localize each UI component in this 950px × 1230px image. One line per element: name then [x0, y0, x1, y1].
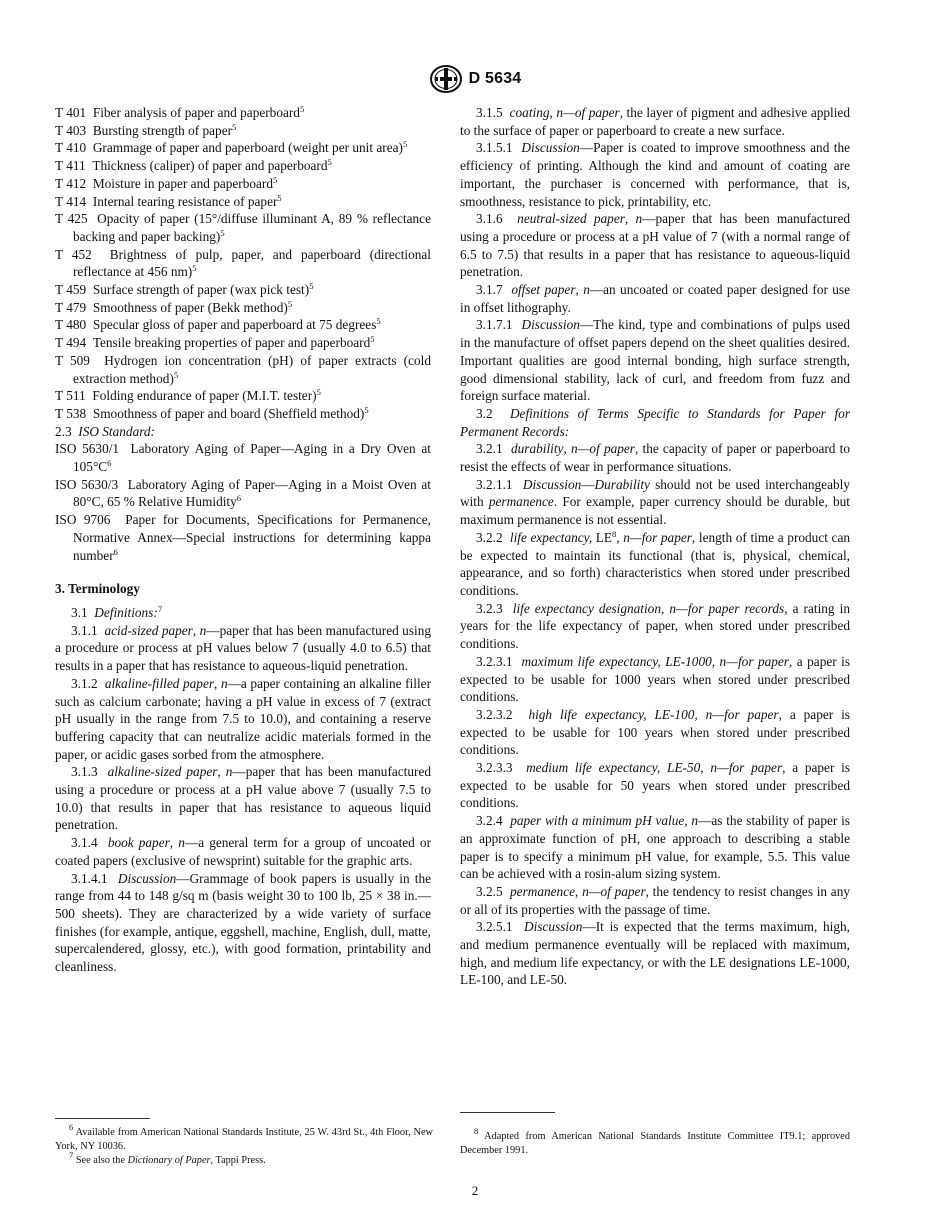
para-number: 3.1 — [71, 604, 88, 620]
footnote-rule-right — [460, 1112, 555, 1113]
defined-term: life expectancy, — [509, 529, 593, 545]
page-number: 2 — [471, 1183, 479, 1198]
definition-paragraph — [460, 476, 850, 529]
reference-title: Specular gloss of paper and paperboard at 75 degrees — [92, 317, 377, 333]
reference-code: T 425 — [55, 211, 88, 227]
para-number: 3.1.5 — [476, 105, 503, 120]
footnote-marker: 8 — [612, 528, 617, 539]
footnote-marker: 5 — [273, 174, 278, 185]
footnote-marker: 6 — [69, 1122, 74, 1132]
reference-code: T 479 — [55, 299, 87, 315]
definition-text: —paper that has been manufactured using a procedure or process at a pH value above 7 (usually 7.5 to 10.0) that results in paper that has resistance to aqueous liquid penetration. — [55, 764, 431, 833]
reference-code: T 452 — [55, 246, 92, 262]
definition-text: , the layer of pigment and adhesive applied to the surface of paper or paperboard to create a new surface. — [460, 105, 850, 138]
part-of-speech: n — [199, 622, 207, 638]
reference-title: Brightness of pulp, paper, and paperboard (directional reflectance at 456 nm) — [73, 246, 431, 280]
definition-text: , a paper is expected to be usable for 100 years when stored under prescribed conditions. — [460, 706, 850, 758]
astm-logo-icon — [429, 64, 463, 94]
para-number: 3.1.4.1 — [71, 870, 108, 886]
defined-term: maximum life expectancy, LE-1000, n—for paper — [521, 653, 789, 669]
part-of-speech: n — [225, 764, 233, 780]
reference-code: T 401 — [55, 105, 87, 120]
definition-text: . For example, paper currency should be durable, but maximum permanence is not essential. — [460, 494, 850, 528]
reference-title: Paper for Documents, Specifications for Permanence, Normative Annex—Special instructions for determining kappa number — [73, 512, 431, 563]
footnote-marker: 5 — [192, 263, 197, 274]
reference-title: Surface strength of paper (wax pick test) — [92, 282, 310, 298]
reference-code: ISO 5630/3 — [55, 476, 119, 492]
definition-paragraph — [460, 759, 850, 812]
definition-text: —It is expected that the terms maximum, high, and medium permanence eventually will be replaced with maximum, high, and medium life expectancy, or with the LE designations LE-1000, LE-100, and LE-50. — [460, 919, 850, 988]
definition-paragraph: 3.1.7 offset paper, n—an uncoated or coated paper designed for use in offset lithography. — [460, 282, 850, 315]
reference-item — [55, 139, 431, 157]
reference-code: T 511 — [55, 388, 86, 404]
definition-paragraph — [460, 529, 850, 600]
defined-term: offset paper — [511, 282, 576, 298]
defined-term: alkaline-sized paper — [107, 764, 218, 780]
para-number: 3.2.1.1 — [476, 476, 513, 492]
definition-text: , the capacity of paper or paperboard to resist the effects of wear in performance situations. — [460, 441, 850, 475]
para-number: 3.1.1 — [71, 622, 98, 638]
definition-text: —Paper is coated to improve smoothness and the efficiency of printing. Although the kind and amount of coating are important, the purchaser is concerned with performance, that is, smoothness, resistance to pick, printability, etc. — [460, 140, 851, 209]
para-number: 3.1.7.1 — [476, 317, 513, 333]
definition-paragraph — [460, 706, 850, 759]
iso-reference-item — [55, 511, 431, 564]
definition-text: —paper that has been manufactured using a procedure or process at pH values below 7 (usually 4.0 to 6.5) that results in a paper that has resistance to aqueous-liquid penetration. — [55, 622, 431, 674]
definition-paragraph — [460, 316, 850, 405]
para-number: 3.2.3 — [476, 600, 503, 616]
footnote-marker: 5 — [364, 404, 369, 415]
definitions-title: Definitions: — [94, 604, 158, 620]
reference-code: T 538 — [55, 405, 87, 421]
definition-paragraph — [55, 870, 431, 976]
reference-title: Bursting strength of paper — [92, 122, 233, 138]
definition-paragraph: 3.1.2 alkaline-filled paper, n—a paper containing an alkaline filler such as calcium carbonate; having a pH value in excess of 7 (extract pH usually in the range from 7.5 to 10.0), and containing a reserve buffering capacity that can neutralize acidic materials formed in the paper, or acidic gases sorbed from the atmosphere. — [55, 675, 431, 762]
reference-title: Internal tearing resistance of paper — [92, 193, 278, 209]
reference-item — [55, 104, 431, 122]
defined-term: book paper — [107, 835, 170, 851]
defined-term: Discussion — [117, 870, 177, 886]
footnotes-right — [460, 1126, 850, 1158]
footnote-marker: 7 — [157, 603, 163, 614]
reference-item — [55, 281, 431, 299]
iso-heading-number: 2.3 — [55, 423, 72, 439]
para-number: 3.1.6 — [476, 211, 503, 227]
footnote-marker: 6 — [107, 458, 112, 469]
page-header — [0, 64, 950, 94]
footnote-marker: 5 — [173, 369, 179, 380]
iso-reference-item — [55, 476, 431, 511]
reference-code: T 494 — [55, 335, 87, 351]
definition-paragraph — [460, 653, 850, 706]
definition-text: , length of time a product can be expected to maintain its functional (that is, physical, chemical, appearance, and so forth) characteristics when stored under prescribed conditions. — [460, 529, 851, 598]
defined-term: Discussion — [521, 317, 580, 333]
para-number: 3.2.4 — [476, 813, 503, 829]
para-number: 3.1.7 — [476, 282, 503, 298]
reference-item — [55, 334, 431, 352]
definition-text: should not be used interchangeably with — [460, 476, 850, 510]
definition-paragraph: 3.1.4 book paper, n—a general term for a group of uncoated or coated papers (exclusive of newsprint) suitable for the graphic arts. — [55, 835, 431, 868]
defined-term: durability — [510, 441, 564, 457]
para-number: 3.1.4 — [71, 835, 98, 851]
reference-item — [55, 175, 431, 193]
reference-item — [55, 316, 431, 334]
reference-item — [55, 299, 431, 317]
reference-item — [55, 246, 431, 281]
para-number: 3.2.3.3 — [476, 760, 513, 776]
defined-term: acid-sized paper — [104, 622, 193, 638]
reference-title: Thickness (caliper) of paper and paperboard — [92, 158, 328, 174]
definition-text: —Grammage of book papers is usually in the range from 44 to 148 g/sq m (basis weight 30 to 100 lb, 25 × 38 in.—500 sheets). They are characterized by a wide variety of surface finishes (for example, antique, eggshell, machine, English, dull, matte, supercalendered, glossy, etc.), with good formation, printability and cleanliness. — [55, 870, 431, 975]
reference-title: Grammage of paper and paperboard (weight per unit area) — [92, 140, 403, 156]
defined-term: life expectancy designation — [512, 600, 661, 616]
reference-item — [55, 405, 431, 423]
defined-term: Definitions of Terms Specific to Standards for Paper for Permanent Records: — [460, 405, 850, 439]
part-of-speech: n — [220, 675, 228, 691]
para-number: 3.1.3 — [71, 764, 98, 780]
para-number: 3.2.5 — [476, 883, 503, 899]
defined-term: Discussion — [521, 140, 580, 156]
definition-paragraph: 3.2.1 durability, n—of paper, the capacity of paper or paperboard to resist the effects of wear in performance situations. — [460, 441, 850, 475]
defined-term: medium life expectancy, LE-50, n—for paper — [526, 760, 783, 776]
reference-title: Tensile breaking properties of paper and paperboard — [92, 335, 371, 351]
footnote-marker: 5 — [232, 121, 237, 132]
defined-term: coating — [509, 105, 550, 120]
reference-code: T 414 — [55, 193, 87, 209]
definition-paragraph: 3.1.5 coating, n—of paper, the layer of pigment and adhesive applied to the surface of paper or paperboard to create a new surface. — [460, 105, 850, 138]
definition-text: , a rating in years for the life expectancy of paper, when stored under prescribed conditions. — [460, 600, 850, 652]
footnote-text: , Tappi Press. — [210, 1155, 266, 1166]
para-number: 3.2.1 — [476, 441, 503, 457]
footnote-marker: 7 — [69, 1150, 74, 1160]
defined-term: Discussion — [524, 919, 583, 935]
reference-code: ISO 5630/1 — [55, 441, 120, 457]
reference-code: T 403 — [55, 122, 87, 138]
footnote-marker: 6 — [236, 493, 242, 504]
standard-designation: D 5634 — [468, 70, 522, 87]
part-of-speech: n — [178, 835, 185, 851]
reference-item — [55, 157, 431, 175]
footnote-marker: 5 — [220, 227, 225, 238]
part-of-speech: n — [691, 813, 699, 829]
footnote — [55, 1150, 433, 1168]
definition-paragraph — [460, 139, 850, 210]
footnote-text: Adapted from American National Standards Institute Committee IT9.1; approved December 1991. — [460, 1131, 850, 1156]
definition-paragraph: 3.2.5 permanence, n—of paper, the tendency to resist changes in any or all of its properties with the passage of time. — [460, 883, 850, 917]
part-of-speech: , n—for paper — [616, 529, 692, 545]
definition-text: —a paper containing an alkaline filler such as calcium carbonate; having a pH value in excess of 7 (extract pH usually in the range from 7.5 to 10.0), and containing a reserve buffering capacity that can neutralize acidic materials formed in the paper, or acidic gases sorbed from the atmosphere. — [55, 675, 431, 762]
iso-heading-title: ISO Standard: — [78, 423, 155, 439]
reference-title: Smoothness of paper and board (Sheffield method) — [92, 405, 365, 421]
para-number: 3.1.2 — [71, 675, 98, 691]
para-number: 3.2.2 — [476, 529, 503, 545]
footnotes-left — [55, 1122, 433, 1168]
definition-paragraph — [460, 918, 850, 989]
reference-code: ISO 9706 — [55, 512, 111, 528]
footnote-marker: 8 — [474, 1126, 479, 1136]
reference-code: T 509 — [55, 352, 90, 368]
definition-text: —as the stability of paper is an approximate function of pH, one approach to describing a stable paper is to specify a minimum pH value, for example, 5.5. This value can be achieved with a rosin-alum sizing system. — [460, 813, 850, 882]
left-column — [55, 104, 431, 976]
reference-item — [55, 352, 431, 387]
para-number: 3.2.3.1 — [476, 653, 513, 669]
footnote-text: See also the — [75, 1155, 128, 1166]
definition-text: —paper that has been manufactured using a procedure or process at a pH value of 7 (with a normal range of 6.5 to 7.5) that results in a paper that has resistance to aqueous-liquid penetration. — [460, 211, 851, 280]
defined-term: permanence — [510, 883, 576, 899]
definition-text: , a paper is expected to be usable for 50 years when stored under prescribed conditions. — [460, 760, 850, 811]
para-number: 3.2.3.2 — [476, 706, 513, 722]
part-of-speech: n—for paper records — [669, 600, 785, 616]
emphasis: Durability — [594, 476, 650, 492]
definition-text: —a general term for a group of uncoated or coated papers (exclusive of newsprint) suitable for the graphic arts. — [55, 835, 431, 868]
reference-code: T 480 — [55, 317, 87, 333]
footnote-marker: 5 — [316, 387, 321, 398]
defined-term: alkaline-filled paper — [104, 675, 215, 691]
reference-item — [55, 193, 431, 211]
reference-title: Fiber analysis of paper and paperboard — [92, 105, 300, 120]
para-number: 3.2.5.1 — [476, 919, 513, 935]
para-number: 3.2 — [476, 405, 493, 421]
reference-item — [55, 122, 431, 140]
footnote-text: Available from American National Standards Institute, 25 W. 43rd St., 4th Floor, New York, NY 10036. — [55, 1127, 433, 1152]
definition-text: , the tendency to resist changes in any or all of its properties with the passage of time. — [460, 883, 850, 917]
footnote-marker: 6 — [113, 546, 118, 557]
right-column — [460, 104, 850, 989]
footnote-marker: 5 — [299, 104, 305, 114]
footnote-marker: 5 — [327, 157, 332, 168]
reference-title: Hydrogen ion concentration (pH) of paper extracts (cold extraction method) — [73, 352, 431, 386]
footnote-marker: 5 — [309, 281, 314, 292]
iso-heading — [55, 423, 431, 441]
defined-term: paper with a minimum pH value — [510, 813, 685, 829]
definitions-heading — [55, 604, 431, 622]
part-of-speech: n—of paper — [570, 441, 635, 457]
footnote-marker: 5 — [287, 298, 293, 309]
definition-text: — — [581, 476, 595, 492]
part-of-speech: n — [583, 282, 590, 298]
definition-paragraph: 3.1.1 acid-sized paper, n—paper that has been manufactured using a procedure or process at pH values below 7 (usually 4.0 to 6.5) that results in a paper that has resistance to aqueous-liquid penetration. — [55, 622, 431, 674]
reference-title: Smoothness of paper (Bekk method) — [92, 299, 288, 315]
part-of-speech: n — [635, 211, 643, 227]
footnote-marker: 5 — [376, 316, 381, 327]
reference-title: Laboratory Aging of Paper—Aging in a Moist Oven at 80°C, 65 % Relative Humidity — [73, 476, 431, 510]
reference-code: T 459 — [55, 282, 87, 298]
defined-term: Discussion — [522, 476, 582, 492]
footnote-italic: Dictionary of Paper — [127, 1155, 211, 1166]
definition-paragraph: 3.1.6 neutral-sized paper, n—paper that has been manufactured using a procedure or process at a pH value of 7 (with a normal range of 6.5 to 7.5) that results in a paper that has resistance to aqueous-liquid penetration. — [460, 211, 851, 280]
definition-text: —The kind, type and combinations of pulps used in the manufacture of offset papers depend on the sheet qualities desired. Important qualities are good internal bonding, high surface strength, good dimensional stability, lack of curl, and freedom from fuzz and foreign surface material. — [460, 317, 850, 404]
definition-paragraph — [460, 405, 850, 440]
definition-text: —an uncoated or coated paper designed for use in offset lithography. — [460, 282, 850, 315]
footnote — [55, 1122, 433, 1154]
reference-code: T 410 — [55, 140, 87, 156]
footnote — [460, 1126, 850, 1158]
para-number: 3.1.5.1 — [476, 140, 513, 156]
emphasis: permanence — [488, 494, 554, 510]
definition-paragraph: 3.2.4 paper with a minimum pH value, n—as the stability of paper is an approximate function of pH, one approach to describing a stable paper is to specify a minimum pH value, for example, 5.5. This value can be achieved with a rosin-alum sizing system. — [460, 813, 850, 882]
defined-term: neutral-sized paper — [517, 211, 625, 227]
definition-text: , a paper is expected to be usable for 1000 years when stored under prescribed conditions. — [460, 653, 850, 705]
footnote-rule-left — [55, 1118, 150, 1119]
reference-item — [55, 387, 431, 405]
footnote-marker: 5 — [402, 139, 408, 150]
reference-title: Opacity of paper (15°/diffuse illuminant A, 89 % reflectance backing and paper backing) — [73, 211, 431, 244]
defined-term: high life expectancy, LE-100, n—for paper — [528, 706, 779, 722]
part-of-speech: n—of paper — [556, 105, 620, 120]
footnote-marker: 5 — [277, 192, 282, 203]
reference-title: Folding endurance of paper (M.I.T. tester) — [92, 388, 317, 404]
reference-code: T 412 — [55, 175, 87, 191]
reference-item — [55, 210, 431, 245]
iso-reference-item — [55, 440, 431, 475]
definition-paragraph: 3.2.3 life expectancy designation, n—for paper records, a rating in years for the life expectancy of paper, when stored under prescribed conditions. — [460, 600, 850, 652]
reference-title: Laboratory Aging of Paper—Aging in a Dry Oven at 105°C — [73, 441, 432, 475]
part-of-speech: n—of paper — [582, 883, 646, 899]
reference-code: T 411 — [55, 158, 86, 174]
definition-paragraph: 3.1.3 alkaline-sized paper, n—paper that has been manufactured using a procedure or process at a pH value above 7 (usually 7.5 to 10.0) that results in paper that has resistance to aqueous liquid penetration. — [55, 764, 431, 833]
section-title: 3. Terminology — [55, 581, 140, 597]
le-label: LE — [592, 529, 613, 545]
footnote-marker: 5 — [370, 334, 375, 345]
reference-title: Moisture in paper and paperboard — [92, 175, 273, 191]
